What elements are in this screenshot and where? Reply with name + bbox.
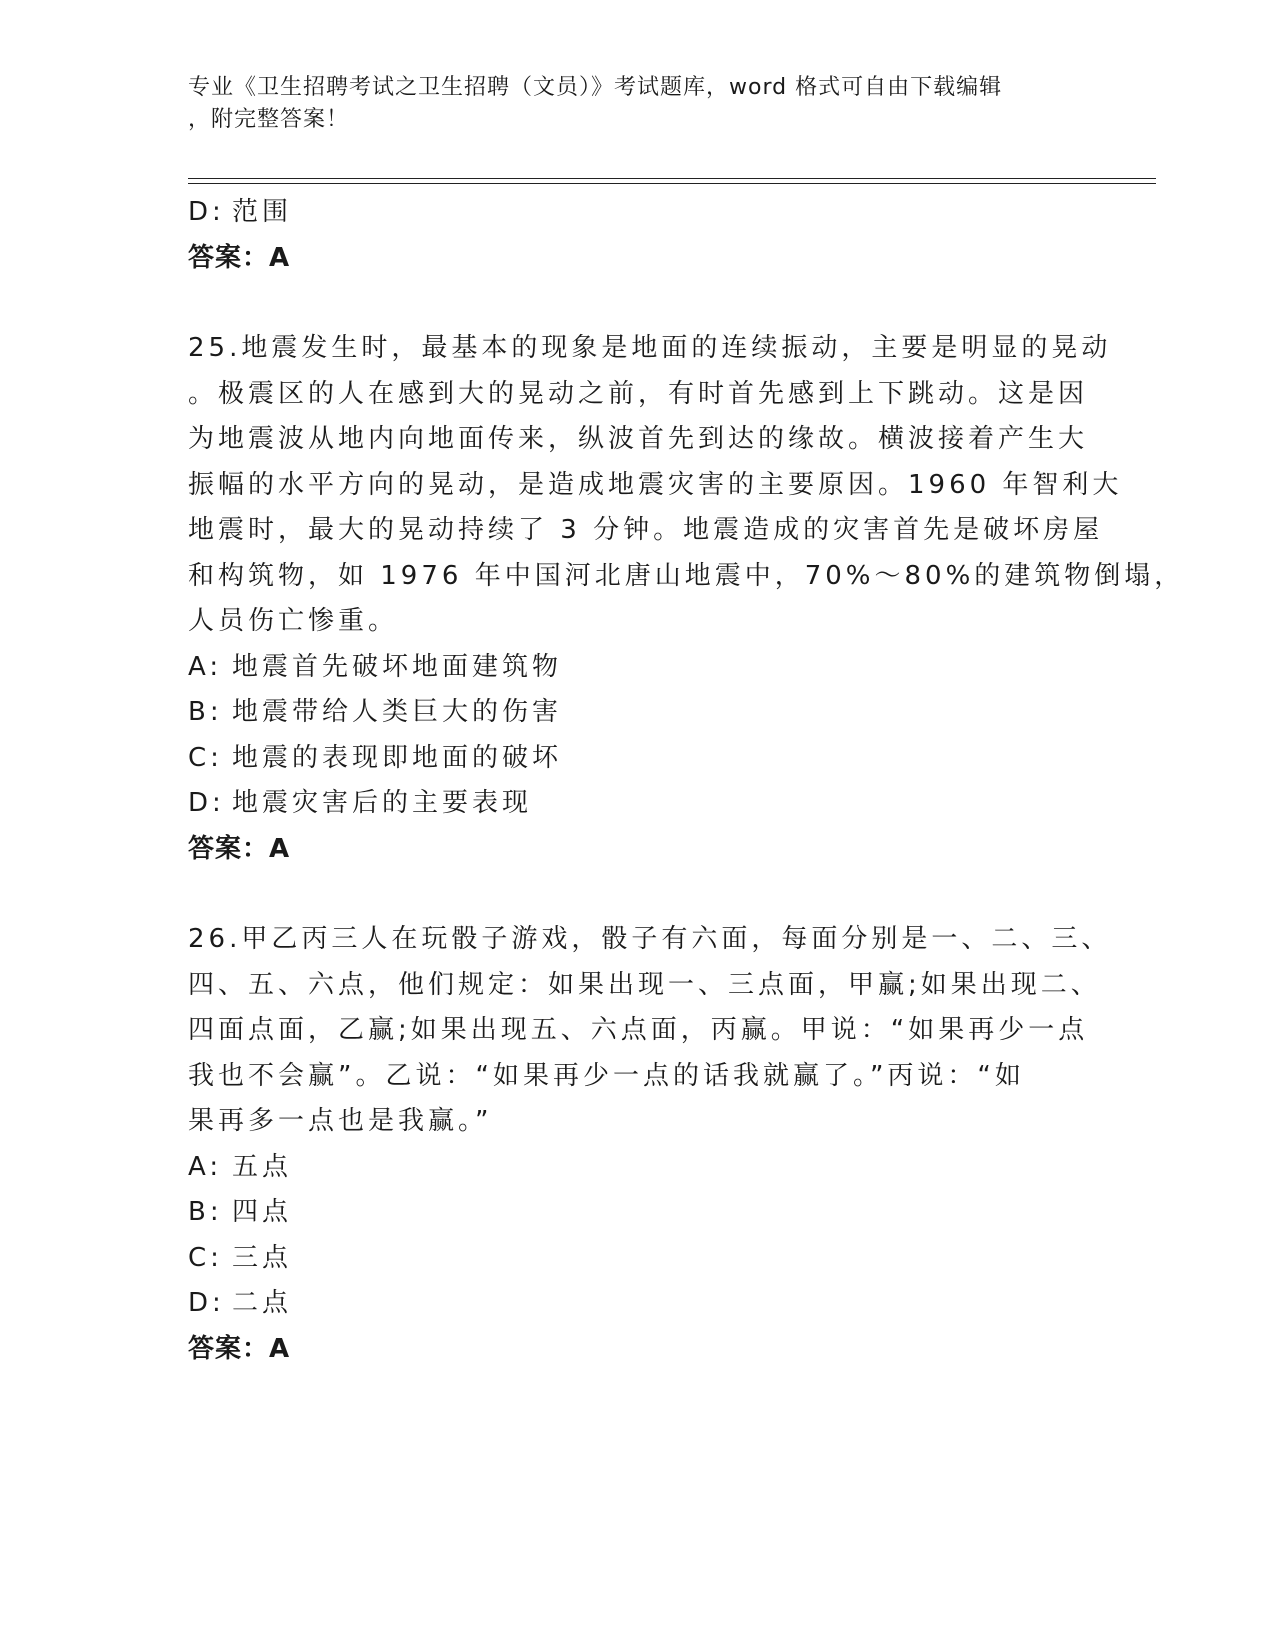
question-25 (188, 326, 1185, 872)
option-key: C: (188, 1242, 223, 1273)
stem-line: 我也不会赢”。乙说：“如果再少一点的话我就赢了。”丙说：“如 (188, 1060, 1025, 1091)
option-text: 地震带给人类巨大的伤害 (232, 697, 563, 727)
header-divider-top (188, 178, 1156, 179)
option-key: A: (188, 1151, 223, 1182)
option-key: D: (188, 788, 225, 818)
answer: 答案：A (188, 833, 291, 864)
option-key: D: (188, 1288, 225, 1318)
question-spacer (188, 872, 1088, 917)
option-key: A: (188, 651, 223, 682)
option-key: B: (188, 697, 223, 727)
stem-line: 人员伤亡惨重。 (188, 606, 399, 636)
option-a (188, 645, 1088, 691)
stem-line: 26.甲乙丙三人在玩骰子游戏，骰子有六面，每面分别是一、二、三、 (188, 924, 1112, 954)
option-key: C: (188, 742, 223, 773)
stem-line: 25.地震发生时，最基本的现象是地面的连续振动，主要是明显的晃动 (188, 333, 1112, 363)
option-text: 四点 (232, 1197, 293, 1227)
option-b (188, 690, 1088, 736)
stem-line: 振幅的水平方向的晃动，是造成地震灾害的主要原因。1960 年智利大 (188, 469, 1123, 500)
stem-line: 和构筑物，如 1976 年中国河北唐山地震中，70%～80%的建筑物倒塌， (188, 560, 1185, 591)
stem-line: 四、五、六点，他们规定：如果出现一、三点面，甲赢;如果出现二、 (188, 969, 1101, 1000)
header-divider-bottom (188, 183, 1156, 184)
stem-line: 四面点面，乙赢;如果出现五、六点面，丙赢。甲说：“如果再少一点 (188, 1015, 1089, 1045)
prev-option-d (188, 190, 1088, 236)
option-key: D: (188, 197, 225, 227)
document-header (188, 72, 1078, 136)
header-line-2: ，附完整答案！ (188, 107, 350, 132)
option-text: 范围 (232, 197, 293, 227)
option-c (188, 1236, 1088, 1282)
option-d (188, 781, 1088, 827)
answer: 答案：A (188, 1333, 291, 1364)
option-c (188, 736, 1088, 782)
option-text: 三点 (232, 1242, 293, 1273)
question-stem (188, 326, 1185, 645)
option-text: 五点 (232, 1151, 293, 1182)
option-text: 地震首先破坏地面建筑物 (232, 651, 563, 682)
option-text: 地震灾害后的主要表现 (232, 788, 533, 818)
stem-line: 。极震区的人在感到大的晃动之前，有时首先感到上下跳动。这是因 (188, 378, 1089, 409)
header-line-1: 专业《卫生招聘考试之卫生招聘（文员）》考试题库，word 格式可自由下载编辑 (188, 75, 1003, 100)
option-text: 二点 (232, 1288, 293, 1318)
stem-line: 地震时，最大的晃动持续了 3 分钟。地震造成的灾害首先是破坏房屋 (188, 515, 1104, 545)
stem-line: 为地震波从地内向地面传来，纵波首先到达的缘故。横波接着产生大 (188, 424, 1089, 454)
question-spacer (188, 281, 1088, 326)
document-body (188, 190, 1185, 1372)
stem-line: 果再多一点也是我赢。” (188, 1106, 493, 1136)
option-key: B: (188, 1197, 223, 1227)
question-26 (188, 917, 1112, 1372)
option-d (188, 1281, 1088, 1327)
option-b (188, 1190, 1088, 1236)
question-stem (188, 917, 1112, 1145)
prev-answer: 答案：A (188, 242, 291, 273)
option-a (188, 1145, 1088, 1191)
option-text: 地震的表现即地面的破坏 (232, 742, 563, 773)
